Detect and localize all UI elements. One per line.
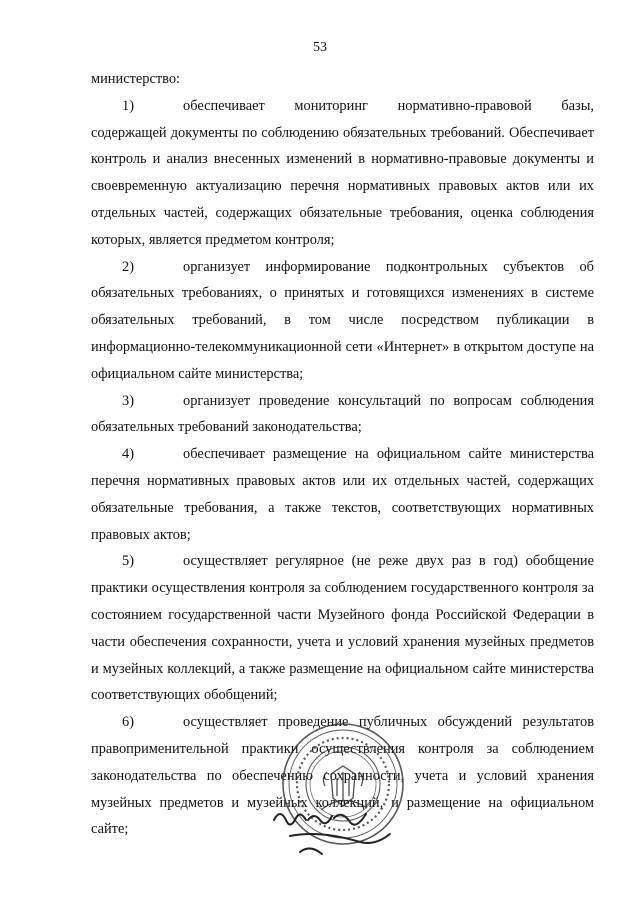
item-text: осуществляет проведение публичных обсуждений результатов правоприменительной практики осуществления контроля за соблюдением законодательства по обеспечению сохранности, учета и условий хранения музейных предметов и музейных коллекций, и размещение на официальном сайте; — [91, 714, 594, 838]
list-item-5 — [91, 548, 594, 709]
item-number: 5) — [122, 553, 134, 570]
intro-paragraph: министерство: — [91, 71, 181, 87]
item-text: обеспечивает размещение на официальном сайте министерства перечня нормативных правовых актов или их отдельных частей, содержащих обязательные требования, а также текстов, соответствующих нормативных правовых актов; — [91, 446, 594, 543]
list-item-2 — [91, 254, 594, 388]
item-text: осуществляет регулярное (не реже двух раз в год) обобщение практики осуществления контроля за соблюдением государственного контроля за состоянием государственной части Музейного фонда Российской Федерации в части обеспечения сохранности, учета и условий хранения музейных предметов и музейных коллекций, а также размещение на официальном сайте министерства соответствующих обобщений; — [91, 553, 594, 704]
item-number: 6) — [122, 714, 134, 731]
item-text: обеспечивает мониторинг нормативно-правовой базы, содержащей документы по соблюдению обязательных требований. Обеспечивает контроль и анализ внесенных изменений в нормативно-правовые документы и своевременную актуализацию перечня нормативных правовых актов или их отдельных частей, содержащих обязательные требования, оценка соблюдения которых, является предметом контроля; — [91, 97, 594, 248]
list-item-1 — [91, 93, 594, 254]
item-number: 3) — [122, 392, 134, 409]
page-number: 53 — [313, 40, 327, 55]
item-text: организует информирование подконтрольных субъектов об обязательных требованиях, о принятых и готовящихся изменениях в системе обязательных требований, в том числе посредством публикации в информационно-телекоммуникационной сети «Интернет» в открытом доступе на официальном сайте министерства; — [91, 258, 594, 382]
item-text: организует проведение консультаций по вопросам соблюдения обязательных требований законодательства; — [91, 392, 594, 436]
list-item-4 — [91, 441, 594, 548]
list-item-3 — [91, 388, 594, 442]
item-number: 4) — [122, 446, 134, 463]
item-number: 2) — [122, 258, 134, 275]
item-number: 1) — [122, 97, 134, 114]
signature-icon — [270, 800, 400, 860]
